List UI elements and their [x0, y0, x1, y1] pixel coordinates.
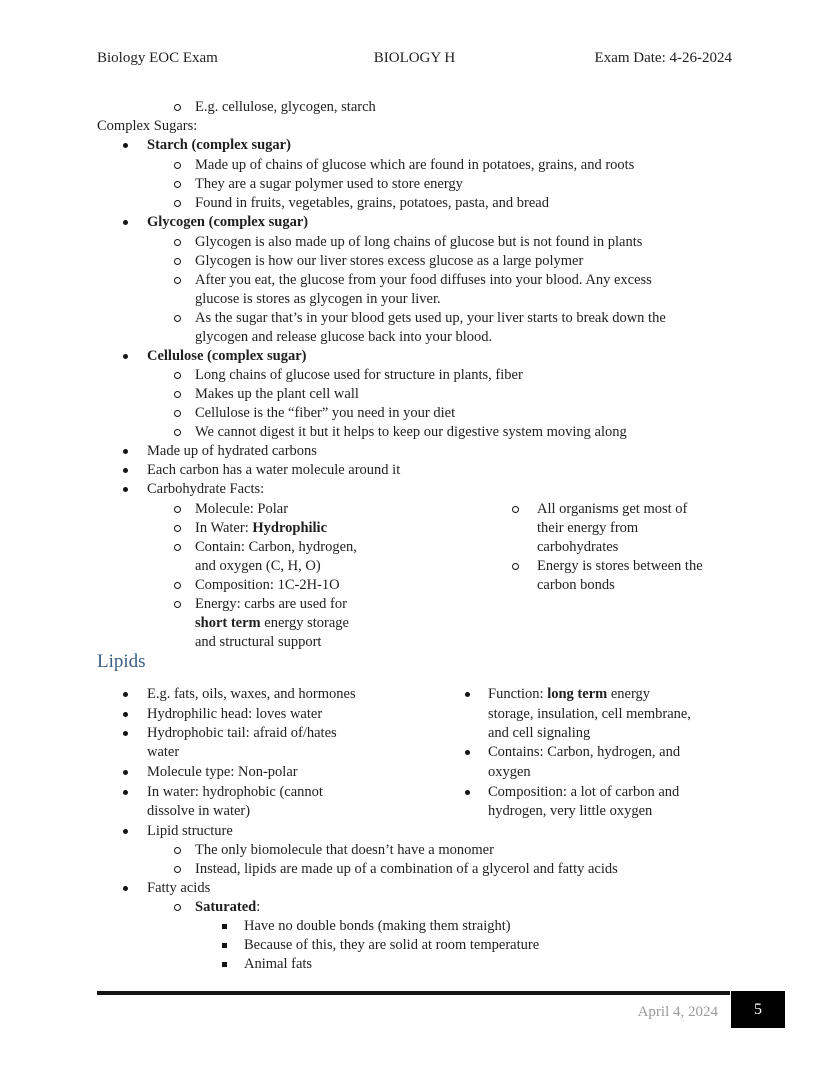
line-text	[488, 782, 797, 802]
line-text-part: and cell signaling	[488, 725, 591, 741]
text-line	[97, 155, 797, 175]
text-line	[97, 135, 797, 155]
line-text-part: short term	[195, 615, 261, 631]
bullet-circle-icon	[512, 563, 519, 570]
line-text-part: Glycogen is also made up of long chains of glucose but is not found in plants	[195, 234, 643, 250]
text-line	[97, 499, 797, 519]
text-line	[97, 954, 797, 974]
line-text-part: Molecule: Polar	[195, 501, 289, 517]
text-line	[97, 935, 797, 955]
footer-date: April 4, 2024	[637, 1004, 718, 1020]
bullet-circle-icon	[174, 181, 181, 188]
text-line	[97, 289, 797, 309]
line-text-part: Energy is stores between the	[537, 558, 703, 574]
line-text-part: Animal fats	[244, 956, 313, 972]
line-text-part: energy	[607, 686, 651, 702]
line-text-part: Complex Sugars:	[97, 118, 198, 134]
text-line	[97, 556, 797, 576]
text-line	[97, 116, 797, 136]
bullet-circle-icon	[174, 277, 181, 284]
text-line	[97, 782, 797, 802]
line-text	[195, 251, 797, 271]
line-text	[147, 441, 797, 461]
line-text-part: Glycogen is how our liver stores excess glucose as a large polymer	[195, 253, 584, 269]
page-number-box	[731, 991, 785, 1028]
text-line	[97, 613, 797, 633]
bullet-square-icon	[222, 924, 227, 929]
line-text	[195, 270, 797, 290]
text-line	[97, 346, 797, 366]
bullet-disc-icon	[465, 790, 470, 795]
bullet-circle-icon	[174, 372, 181, 379]
line-text	[195, 289, 797, 309]
line-text-part: Saturated	[195, 899, 257, 915]
header-course-name: BIOLOGY H	[373, 50, 456, 66]
line-text-part: carbohydrates	[537, 539, 619, 555]
line-text-part: All organisms get most of	[537, 501, 688, 517]
line-text	[195, 308, 797, 328]
line-text-part: carbon bonds	[537, 577, 615, 593]
line-text-part: Carbohydrate Facts:	[147, 481, 265, 497]
bullet-disc-icon	[123, 886, 128, 891]
text-line	[97, 859, 797, 879]
bullet-circle-icon	[174, 429, 181, 436]
line-text-part: After you eat, the glucose from your food diffuses into your blood. Any excess	[195, 272, 652, 288]
line-text	[195, 403, 797, 423]
line-text-part: In water: hydrophobic (cannot	[147, 784, 323, 800]
bullet-circle-icon	[174, 162, 181, 169]
line-text-part: They are a sugar polymer used to store energy	[195, 176, 463, 192]
line-text-part: Contain: Carbon, hydrogen,	[195, 539, 357, 555]
bullet-circle-icon	[174, 601, 181, 608]
text-line	[97, 518, 797, 538]
line-text	[195, 327, 797, 347]
line-text-part: E.g. fats, oils, waxes, and hormones	[147, 686, 356, 702]
line-text	[488, 742, 797, 762]
text-line	[97, 212, 797, 232]
bullet-disc-icon	[123, 468, 128, 473]
line-text-part: Composition: 1C-2H-1O	[195, 577, 340, 593]
text-line	[97, 441, 797, 461]
line-text	[537, 575, 797, 595]
text-line	[97, 327, 797, 347]
line-text-part: As the sugar that’s in your blood gets used up, your liver starts to break down the	[195, 310, 666, 326]
text-line	[97, 594, 797, 614]
bullet-circle-icon	[174, 866, 181, 873]
text-line	[97, 878, 797, 898]
text-line	[97, 723, 797, 743]
line-text-part: Hydrophilic	[252, 520, 328, 536]
line-text-part: Instead, lipids are made up of a combination of a glycerol and fatty acids	[195, 861, 618, 877]
text-line	[97, 97, 797, 117]
line-text	[147, 479, 797, 499]
line-text	[147, 212, 797, 232]
line-text-part: Found in fruits, vegetables, grains, potatoes, pasta, and bread	[195, 195, 549, 211]
text-line	[97, 801, 797, 821]
line-text	[488, 684, 797, 704]
line-text	[488, 704, 797, 724]
line-text	[244, 916, 797, 936]
bullet-disc-icon	[123, 354, 128, 359]
text-line	[97, 174, 797, 194]
line-text	[195, 632, 797, 652]
line-text	[195, 840, 797, 860]
lipids-section-heading: Lipids	[97, 651, 146, 672]
line-text-part: energy storage	[260, 615, 349, 631]
line-text-part: and structural support	[195, 634, 322, 650]
bullet-disc-icon	[465, 692, 470, 697]
text-line	[97, 916, 797, 936]
line-text	[537, 499, 797, 519]
text-line	[97, 840, 797, 860]
bullet-disc-icon	[123, 829, 128, 834]
line-text-part: We cannot digest it but it helps to keep our digestive system moving along	[195, 424, 627, 440]
line-text	[195, 613, 797, 633]
bullet-square-icon	[222, 962, 227, 967]
line-text-part: glucose is stores as glycogen in your liver.	[195, 291, 441, 307]
line-text-part: and oxygen (C, H, O)	[195, 558, 321, 574]
line-text-part: Cellulose is the “fiber” you need in your diet	[195, 405, 456, 421]
text-line	[97, 684, 797, 704]
text-line	[97, 403, 797, 423]
line-text-part: Makes up the plant cell wall	[195, 386, 359, 402]
text-line	[97, 897, 797, 917]
line-text	[97, 116, 797, 136]
line-text-part: Composition: a lot of carbon and	[488, 784, 680, 800]
line-text	[147, 135, 797, 155]
line-text	[195, 232, 797, 252]
line-text	[195, 155, 797, 175]
text-line	[97, 193, 797, 213]
text-line	[97, 384, 797, 404]
bullet-circle-icon	[174, 258, 181, 265]
line-text-part: Have no double bonds (making them straight)	[244, 918, 511, 934]
text-line	[97, 704, 797, 724]
bullet-circle-icon	[174, 847, 181, 854]
line-text-part: dissolve in water)	[147, 803, 251, 819]
bullet-circle-icon	[174, 200, 181, 207]
text-line	[97, 762, 797, 782]
bullet-circle-icon	[174, 904, 181, 911]
line-text-part: Function:	[488, 686, 548, 702]
bullet-disc-icon	[465, 750, 470, 755]
text-line	[97, 422, 797, 442]
text-line	[97, 232, 797, 252]
bullet-circle-icon	[174, 104, 181, 111]
line-text	[147, 460, 797, 480]
bullet-circle-icon	[174, 315, 181, 322]
text-line	[97, 821, 797, 841]
text-line	[97, 308, 797, 328]
line-text-part: Cellulose (complex sugar)	[147, 348, 307, 364]
line-text	[147, 346, 797, 366]
line-text-part: :	[256, 899, 261, 915]
page-number: 5	[754, 1001, 762, 1018]
line-text-part: Molecule type: Non-polar	[147, 764, 298, 780]
text-line	[97, 742, 797, 762]
text-line	[97, 460, 797, 480]
text-line	[97, 632, 797, 652]
bullet-circle-icon	[174, 239, 181, 246]
line-text-part: In Water:	[195, 520, 253, 536]
line-text	[147, 821, 797, 841]
line-text-part: their energy from	[537, 520, 639, 536]
bullet-circle-icon	[174, 391, 181, 398]
line-text-part: hydrogen, very little oxygen	[488, 803, 653, 819]
line-text-part: water	[147, 744, 180, 760]
line-text-part: Glycogen (complex sugar)	[147, 214, 309, 230]
line-text-part: storage, insulation, cell membrane,	[488, 706, 691, 722]
footer-rule	[97, 991, 730, 995]
line-text-part: Lipid structure	[147, 823, 233, 839]
line-text	[195, 859, 797, 879]
bullet-circle-icon	[512, 506, 519, 513]
line-text-part: Contains: Carbon, hydrogen, and	[488, 744, 681, 760]
line-text-part: oxygen	[488, 764, 531, 780]
line-text	[147, 878, 797, 898]
line-text	[195, 594, 797, 614]
line-text-part: Made up of chains of glucose which are found in potatoes, grains, and roots	[195, 157, 635, 173]
bullet-circle-icon	[174, 410, 181, 417]
text-line	[97, 365, 797, 385]
line-text	[537, 518, 797, 538]
line-text	[195, 897, 797, 917]
line-text-part: Because of this, they are solid at room temperature	[244, 937, 540, 953]
line-text-part: Long chains of glucose used for structure in plants, fiber	[195, 367, 523, 383]
header-exam-title: Biology EOC Exam	[97, 50, 218, 66]
line-text-part: Hydrophobic tail: afraid of/hates	[147, 725, 337, 741]
bullet-disc-icon	[123, 449, 128, 454]
line-text	[244, 954, 797, 974]
line-text	[488, 723, 797, 743]
line-text-part: Hydrophilic head: loves water	[147, 706, 323, 722]
line-text	[537, 537, 797, 557]
text-line	[97, 575, 797, 595]
line-text	[195, 174, 797, 194]
line-text	[244, 935, 797, 955]
line-text-part: The only biomolecule that doesn’t have a monomer	[195, 842, 494, 858]
bullet-square-icon	[222, 943, 227, 948]
line-text	[195, 193, 797, 213]
line-text	[488, 762, 797, 782]
text-line	[97, 537, 797, 557]
line-text	[488, 801, 797, 821]
text-line	[97, 270, 797, 290]
header-exam-date: Exam Date: 4-26-2024	[594, 50, 732, 66]
line-text-part: Made up of hydrated carbons	[147, 443, 317, 459]
line-text	[195, 422, 797, 442]
bullet-disc-icon	[123, 143, 128, 148]
line-text-part: long term	[547, 686, 608, 702]
line-text-part: Starch (complex sugar)	[147, 137, 291, 153]
line-text-part: E.g. cellulose, glycogen, starch	[195, 99, 376, 115]
line-text	[195, 384, 797, 404]
text-line	[97, 251, 797, 271]
line-text-part: glycogen and release glucose back into your blood.	[195, 329, 493, 345]
bullet-disc-icon	[123, 487, 128, 492]
line-text	[195, 97, 797, 117]
line-text	[195, 365, 797, 385]
line-text-part: Each carbon has a water molecule around it	[147, 462, 401, 478]
line-text	[537, 556, 797, 576]
line-text-part: Energy: carbs are used for	[195, 596, 347, 612]
bullet-disc-icon	[123, 220, 128, 225]
line-text-part: Fatty acids	[147, 880, 211, 896]
text-line	[97, 479, 797, 499]
